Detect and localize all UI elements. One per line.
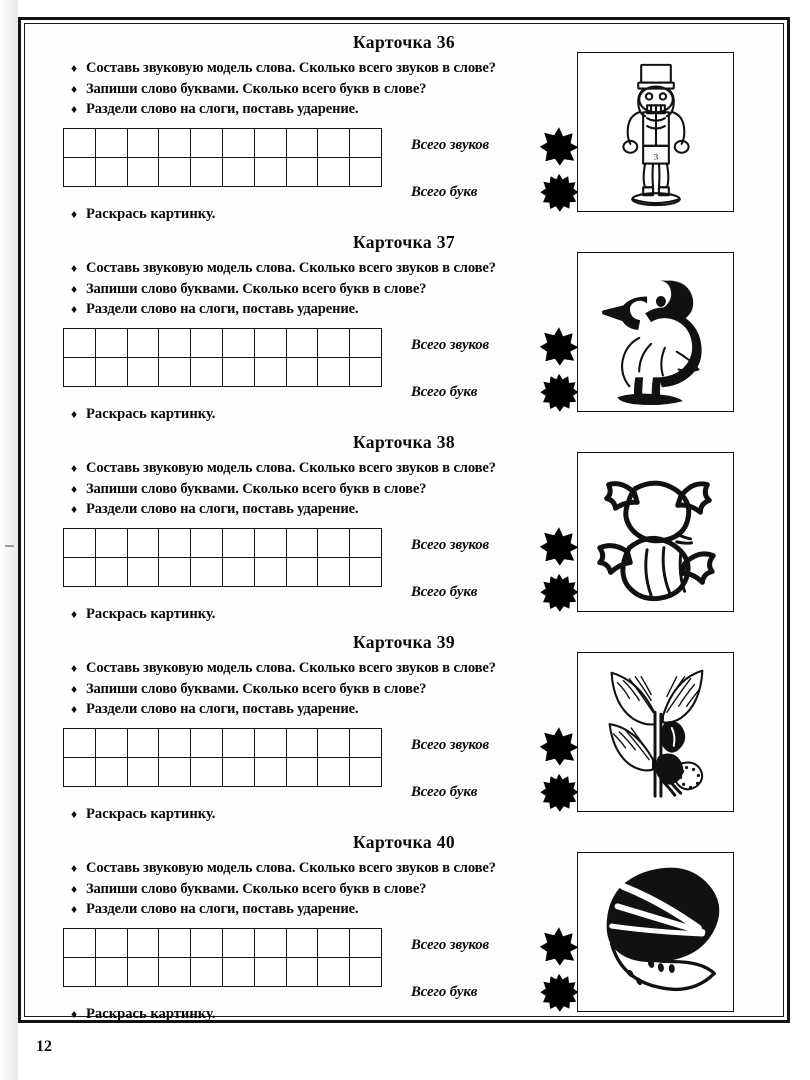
grid-cell[interactable] <box>64 758 96 787</box>
grid-cell[interactable] <box>96 358 128 387</box>
grid-cell[interactable] <box>287 929 319 958</box>
grid-cell[interactable] <box>255 729 287 758</box>
task-line-color <box>71 404 215 425</box>
grid-cell[interactable] <box>287 958 319 987</box>
grid-cell[interactable] <box>96 329 128 358</box>
grid-cell[interactable] <box>96 729 128 758</box>
grid-cell[interactable] <box>223 729 255 758</box>
grid-cell[interactable] <box>191 529 223 558</box>
grid-cell[interactable] <box>255 329 287 358</box>
grid-cell[interactable] <box>128 929 160 958</box>
task-line-color-text: Раскрась картинку. <box>86 405 216 422</box>
grid-cell[interactable] <box>128 529 160 558</box>
task-line-2-text: Запиши слово буквами. Сколько всего букв в слове? <box>86 880 427 897</box>
worksheet-card-38 <box>25 424 783 624</box>
diamond-bullet-icon: ♦ <box>71 661 77 675</box>
counter-label-letters: Всего букв <box>411 184 478 200</box>
grid-cell[interactable] <box>128 329 160 358</box>
counter-label-letters: Всего букв <box>411 384 478 400</box>
grid-cell[interactable] <box>128 358 160 387</box>
candy-picture-box <box>577 452 734 612</box>
task-list <box>71 258 591 320</box>
grid-cell[interactable] <box>223 129 255 158</box>
grid-cell[interactable] <box>96 529 128 558</box>
worksheet-card-39 <box>25 624 783 824</box>
counter-label-sounds: Всего звуков <box>411 337 490 353</box>
grid-cell[interactable] <box>318 329 350 358</box>
task-line-color-text: Раскрась картинку. <box>86 605 216 622</box>
task-line-3 <box>71 699 591 720</box>
diamond-bullet-icon: ♦ <box>71 461 77 475</box>
counter-label-letters: Всего букв <box>411 584 478 600</box>
sound-letter-grid[interactable] <box>63 728 382 787</box>
grid-cell[interactable] <box>191 729 223 758</box>
card-title: Карточка 39 <box>352 632 456 652</box>
grid-cell[interactable] <box>223 758 255 787</box>
grid-cell[interactable] <box>318 929 350 958</box>
grid-cell[interactable] <box>159 729 191 758</box>
grid-cell[interactable] <box>191 958 223 987</box>
task-line-3-text: Раздели слово на слоги, поставь ударение. <box>86 301 359 317</box>
scan-margin-tick <box>5 545 14 547</box>
task-line-3 <box>71 499 591 520</box>
sound-letter-grid[interactable] <box>63 128 382 187</box>
task-line-1 <box>71 258 591 279</box>
task-line-color <box>71 804 215 825</box>
worksheet-sheet <box>25 24 783 1022</box>
grid-cell[interactable] <box>191 758 223 787</box>
task-line-2 <box>71 79 591 100</box>
grid-cell[interactable] <box>350 758 382 787</box>
counter-row-letters <box>411 769 601 816</box>
card-body <box>25 456 783 624</box>
letters-count-burst-icon[interactable] <box>539 373 579 413</box>
task-line-color-text: Раскрась картинку. <box>86 1005 216 1022</box>
grid-cell[interactable] <box>350 529 382 558</box>
card-body <box>25 256 783 424</box>
counter-row-letters <box>411 169 601 216</box>
grid-cell[interactable] <box>350 358 382 387</box>
counter-row-letters <box>411 369 601 416</box>
task-line-1 <box>71 458 591 479</box>
grid-cell[interactable] <box>128 758 160 787</box>
task-line-2 <box>71 279 591 300</box>
grid-cell[interactable] <box>318 529 350 558</box>
task-line-3 <box>71 99 591 120</box>
grid-cell[interactable] <box>350 158 382 187</box>
grid-cell[interactable] <box>159 929 191 958</box>
task-line-3-text: Раздели слово на слоги, поставь ударение. <box>86 901 359 917</box>
counter-label-letters: Всего букв <box>411 984 478 1000</box>
task-line-1-text: Составь звуковую модель слова. Сколько всего звуков в слове? <box>86 60 496 76</box>
counter-row-letters <box>411 569 601 616</box>
grid-cell[interactable] <box>96 558 128 587</box>
diamond-bullet-icon: ♦ <box>71 61 77 75</box>
grid-cell[interactable] <box>64 358 96 387</box>
grid-cell[interactable] <box>159 329 191 358</box>
task-line-3-text: Раздели слово на слоги, поставь ударение. <box>86 101 359 117</box>
diamond-bullet-icon: ♦ <box>71 806 78 821</box>
grid-cell[interactable] <box>223 529 255 558</box>
diamond-bullet-icon: ♦ <box>71 102 77 116</box>
grid-cell[interactable] <box>96 129 128 158</box>
grid-cell[interactable] <box>223 358 255 387</box>
page-frame <box>18 17 790 1023</box>
grid-cell[interactable] <box>255 958 287 987</box>
counters-group <box>411 522 601 616</box>
grid-cell[interactable] <box>287 358 319 387</box>
grid-cell[interactable] <box>350 558 382 587</box>
grid-cell[interactable] <box>159 129 191 158</box>
grid-cell[interactable] <box>128 158 160 187</box>
grid-cell[interactable] <box>159 529 191 558</box>
task-line-1 <box>71 658 591 679</box>
duckling-picture-box <box>577 252 734 412</box>
diamond-bullet-icon: ♦ <box>71 881 77 896</box>
task-list <box>71 858 591 920</box>
task-list <box>71 458 591 520</box>
diamond-bullet-icon: ♦ <box>71 261 77 275</box>
card-title: Карточка 36 <box>352 32 456 52</box>
nutcracker-picture-box <box>577 52 734 212</box>
counter-label-sounds: Всего звуков <box>411 937 490 953</box>
grid-cell[interactable] <box>223 958 255 987</box>
grid-cell[interactable] <box>64 558 96 587</box>
sounds-count-burst-icon[interactable] <box>539 526 579 566</box>
counter-row-sounds <box>411 722 601 769</box>
task-line-2-text: Запиши слово буквами. Сколько всего букв в слове? <box>86 680 427 697</box>
diamond-bullet-icon: ♦ <box>71 302 77 316</box>
branch-picture-box <box>577 652 734 812</box>
diamond-bullet-icon: ♦ <box>71 81 77 96</box>
card-title: Карточка 38 <box>352 432 456 452</box>
task-line-1-text: Составь звуковую модель слова. Сколько всего звуков в слове? <box>86 660 496 676</box>
grid-cell[interactable] <box>255 758 287 787</box>
sound-letter-grid[interactable] <box>63 328 382 387</box>
task-line-1-text: Составь звуковую модель слова. Сколько всего звуков в слове? <box>86 860 496 876</box>
grid-cell[interactable] <box>64 929 96 958</box>
grid-cell[interactable] <box>159 758 191 787</box>
grid-cell[interactable] <box>223 929 255 958</box>
grid-cell[interactable] <box>318 758 350 787</box>
diamond-bullet-icon: ♦ <box>71 1006 78 1021</box>
grid-cell[interactable] <box>128 558 160 587</box>
card-body <box>25 656 783 824</box>
letters-count-burst-icon[interactable] <box>539 973 579 1013</box>
grid-cell[interactable] <box>128 958 160 987</box>
grid-cell[interactable] <box>350 958 382 987</box>
page-frame-inner-rule <box>24 23 784 1022</box>
worksheet-card-36 <box>25 24 783 224</box>
grid-cell[interactable] <box>318 358 350 387</box>
grid-cell[interactable] <box>287 329 319 358</box>
grid-cell[interactable] <box>255 129 287 158</box>
sounds-count-burst-icon[interactable] <box>539 126 579 166</box>
diamond-bullet-icon: ♦ <box>71 406 78 421</box>
counters-group <box>411 322 601 416</box>
grid-cell[interactable] <box>223 158 255 187</box>
worksheet-card-37 <box>25 224 783 424</box>
grid-cell[interactable] <box>223 329 255 358</box>
task-line-color <box>71 1004 215 1025</box>
card-title: Карточка 40 <box>352 832 456 852</box>
sounds-count-burst-icon[interactable] <box>539 926 579 966</box>
grid-cell[interactable] <box>318 129 350 158</box>
task-line-2 <box>71 479 591 500</box>
task-line-2-text: Запиши слово буквами. Сколько всего букв в слове? <box>86 280 427 297</box>
scan-gutter <box>0 0 18 1080</box>
task-line-3-text: Раздели слово на слоги, поставь ударение. <box>86 501 359 517</box>
task-line-1-text: Составь звуковую модель слова. Сколько всего звуков в слове? <box>86 460 496 476</box>
task-line-2 <box>71 879 591 900</box>
grid-cell[interactable] <box>287 558 319 587</box>
grid-cell[interactable] <box>128 129 160 158</box>
diamond-bullet-icon: ♦ <box>71 861 77 875</box>
task-line-1 <box>71 858 591 879</box>
counters-group <box>411 722 601 816</box>
grid-cell[interactable] <box>287 158 319 187</box>
watermelon-picture <box>578 853 733 1011</box>
grid-cell[interactable] <box>64 329 96 358</box>
sounds-count-burst-icon[interactable] <box>539 726 579 766</box>
grid-cell[interactable] <box>159 158 191 187</box>
counters-group <box>411 122 601 216</box>
letters-count-burst-icon[interactable] <box>539 573 579 613</box>
letters-count-burst-icon[interactable] <box>539 173 579 213</box>
counter-row-sounds <box>411 322 601 369</box>
task-line-color <box>71 204 215 225</box>
duckling-picture <box>578 253 733 411</box>
sounds-count-burst-icon[interactable] <box>539 326 579 366</box>
counter-label-letters: Всего букв <box>411 784 478 800</box>
task-line-1 <box>71 58 591 79</box>
task-line-3 <box>71 299 591 320</box>
worksheet-card-40 <box>25 824 783 1024</box>
grid-cell[interactable] <box>318 729 350 758</box>
grid-cell[interactable] <box>191 158 223 187</box>
grid-cell[interactable] <box>318 158 350 187</box>
counter-row-sounds <box>411 522 601 569</box>
diamond-bullet-icon: ♦ <box>71 281 77 296</box>
counters-group <box>411 922 601 1016</box>
task-list <box>71 658 591 720</box>
watermelon-picture-box <box>577 852 734 1012</box>
grid-cell[interactable] <box>191 929 223 958</box>
grid-cell[interactable] <box>191 358 223 387</box>
diamond-bullet-icon: ♦ <box>71 606 78 621</box>
grid-cell[interactable] <box>96 158 128 187</box>
sound-letter-grid[interactable] <box>63 528 382 587</box>
grid-cell[interactable] <box>255 158 287 187</box>
diamond-bullet-icon: ♦ <box>71 206 78 221</box>
grid-cell[interactable] <box>350 329 382 358</box>
task-line-color-text: Раскрась картинку. <box>86 205 216 222</box>
nutcracker-picture <box>578 53 733 211</box>
grid-cell[interactable] <box>350 129 382 158</box>
grid-cell[interactable] <box>64 958 96 987</box>
task-line-3 <box>71 899 591 920</box>
diamond-bullet-icon: ♦ <box>71 902 77 916</box>
grid-cell[interactable] <box>287 729 319 758</box>
diamond-bullet-icon: ♦ <box>71 481 77 496</box>
card-title: Карточка 37 <box>352 232 456 252</box>
grid-cell[interactable] <box>191 129 223 158</box>
grid-cell[interactable] <box>159 358 191 387</box>
grid-cell[interactable] <box>191 329 223 358</box>
grid-cell[interactable] <box>159 958 191 987</box>
grid-cell[interactable] <box>255 529 287 558</box>
task-line-3-text: Раздели слово на слоги, поставь ударение. <box>86 701 359 717</box>
grid-cell[interactable] <box>350 729 382 758</box>
grid-cell[interactable] <box>287 129 319 158</box>
grid-cell[interactable] <box>318 558 350 587</box>
diamond-bullet-icon: ♦ <box>71 681 77 696</box>
grid-cell[interactable] <box>128 729 160 758</box>
branch-picture <box>578 653 733 811</box>
grid-cell[interactable] <box>64 129 96 158</box>
task-line-2-text: Запиши слово буквами. Сколько всего букв в слове? <box>86 480 427 497</box>
diamond-bullet-icon: ♦ <box>71 502 77 516</box>
grid-cell[interactable] <box>96 758 128 787</box>
task-line-2 <box>71 679 591 700</box>
diamond-bullet-icon: ♦ <box>71 702 77 716</box>
counter-label-sounds: Всего звуков <box>411 737 490 753</box>
counter-row-sounds <box>411 122 601 169</box>
grid-cell[interactable] <box>159 558 191 587</box>
counter-label-sounds: Всего звуков <box>411 137 490 153</box>
grid-cell[interactable] <box>64 529 96 558</box>
grid-cell[interactable] <box>287 758 319 787</box>
task-line-color <box>71 604 215 625</box>
task-line-1-text: Составь звуковую модель слова. Сколько всего звуков в слове? <box>86 260 496 276</box>
grid-cell[interactable] <box>255 558 287 587</box>
grid-cell[interactable] <box>96 929 128 958</box>
counter-row-sounds <box>411 922 601 969</box>
grid-cell[interactable] <box>318 958 350 987</box>
grid-cell[interactable] <box>255 358 287 387</box>
grid-cell[interactable] <box>255 929 287 958</box>
grid-cell[interactable] <box>223 558 255 587</box>
task-line-2-text: Запиши слово буквами. Сколько всего букв в слове? <box>86 80 427 97</box>
counter-row-letters <box>411 969 601 1016</box>
grid-cell[interactable] <box>96 958 128 987</box>
page-number: 12 <box>36 1038 52 1055</box>
sound-letter-grid[interactable] <box>63 928 382 987</box>
grid-cell[interactable] <box>287 529 319 558</box>
task-line-color-text: Раскрась картинку. <box>86 805 216 822</box>
letters-count-burst-icon[interactable] <box>539 773 579 813</box>
grid-cell[interactable] <box>64 158 96 187</box>
grid-cell[interactable] <box>350 929 382 958</box>
card-body <box>25 56 783 224</box>
grid-cell[interactable] <box>191 558 223 587</box>
candy-picture <box>578 453 733 611</box>
grid-cell[interactable] <box>64 729 96 758</box>
counter-label-sounds: Всего звуков <box>411 537 490 553</box>
card-body <box>25 856 783 1024</box>
task-list <box>71 58 591 120</box>
